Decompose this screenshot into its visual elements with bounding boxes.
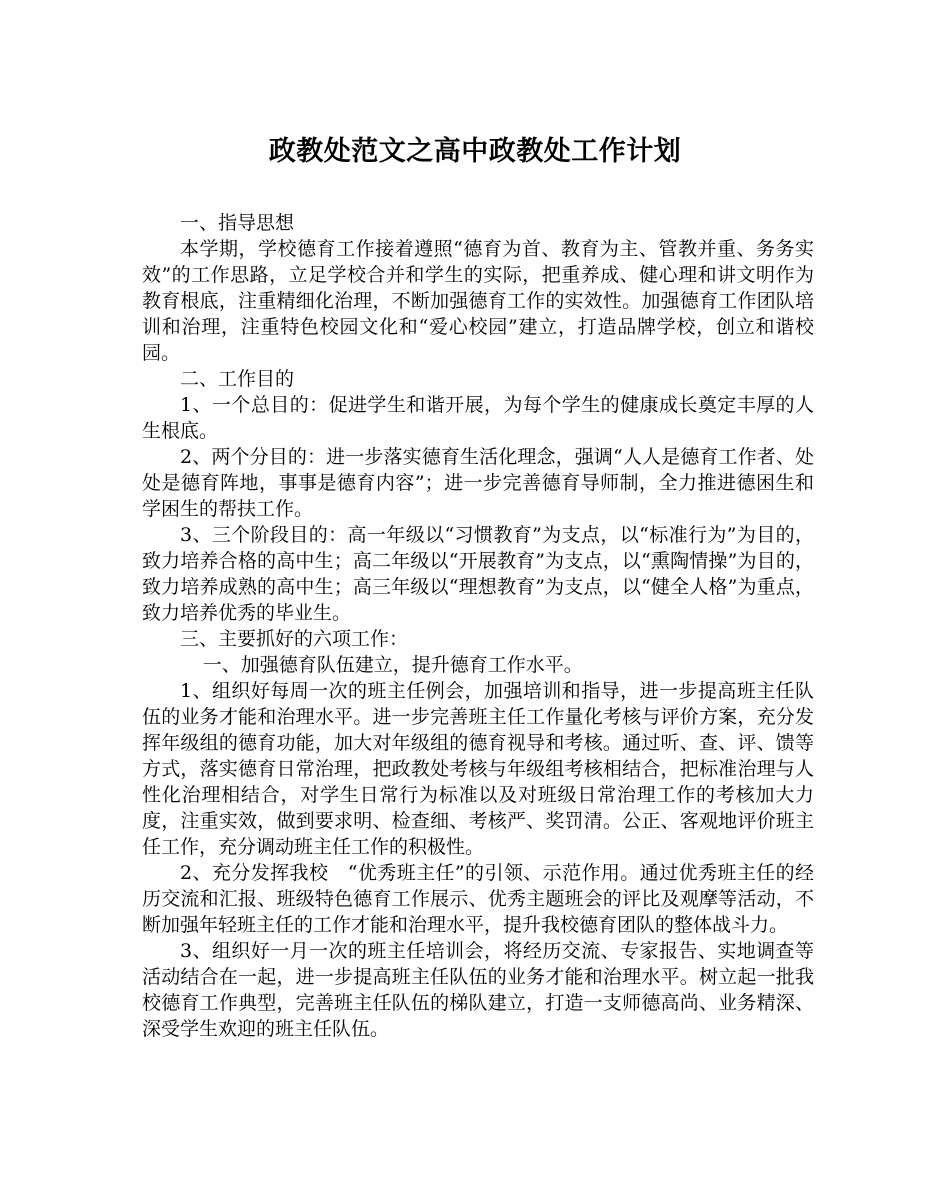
paragraph: 1、一个总目的：促进学生和谐开展，为每个学生的健康成长奠定丰厚的人生根底。 <box>142 394 814 442</box>
paragraph: 三、主要抓好的六项工作： <box>180 628 409 650</box>
document-body <box>142 210 814 1042</box>
paragraph: 一、加强德育队伍建立，提升德育工作水平。 <box>202 654 583 676</box>
paragraph: 本学期，学校德育工作接着遵照“德育为首、教育为主、管教并重、务务实效”的工作思路，立足学校合并和学生的实际，把重养成、健心理和讲文明作为教育根底，注重精细化治理，不断加强德育工作的实效性。加强德育工作团队培训和治理，注重特色校园文化和“爱心校园”建立，打造品牌学校，创立和谐校园。 <box>142 238 814 364</box>
paragraph: 一、指导思想 <box>180 212 295 234</box>
paragraph: 3、三个阶段目的：高一年级以“习惯教育”为支点，以“标准行为”为目的，致力培养合格的高中生；高二年级以“开展教育”为支点，以“熏陶情操”为目的，致力培养成熟的高中生；高三年级以“理想教育”为支点，以“健全人格”为重点，致力培养优秀的毕业生。 <box>142 524 814 624</box>
page-title: 政教处范文之高中政教处工作计划 <box>268 136 682 167</box>
paragraph: 1、组织好每周一次的班主任例会，加强培训和指导，进一步提高班主任队伍的业务才能和治理水平。进一步完善班主任工作量化考核与评价方案，充分发挥年级组的德育功能，加大对年级组的德育视导和考核。通过听、查、评、馈等方式，落实德育日常治理，把政教处考核与年级组考核相结合，把标准治理与人性化治理相结合，对学生日常行为标准以及对班级日常治理工作的考核加大力度，注重实效，做到要求明、检查细、考核严、奖罚清。公正、客观地评价班主任工作，充分调动班主任工作的积极性。 <box>142 680 814 858</box>
paragraph: 二、工作目的 <box>180 368 295 390</box>
paragraph: 2、两个分目的：进一步落实德育生活化理念，强调“人人是德育工作者、处处是德育阵地，事事是德育内容”；进一步完善德育导师制，全力推进德困生和学困生的帮扶工作。 <box>142 446 814 520</box>
paragraph: 3、组织好一月一次的班主任培训会，将经历交流、专家报告、实地调查等活动结合在一起，进一步提高班主任队伍的业务才能和治理水平。树立起一批我校德育工作典型，完善班主任队伍的梯队建立，打造一支师德高尚、业务精深、深受学生欢迎的班主任队伍。 <box>142 940 814 1040</box>
paragraph: 2、充分发挥我校 “优秀班主任”的引领、示范作用。通过优秀班主任的经历交流和汇报、班级特色德育工作展示、优秀主题班会的评比及观摩等活动，不断加强年轻班主任的工作才能和治理水平，提升我校德育团队的整体战斗力。 <box>142 862 814 936</box>
